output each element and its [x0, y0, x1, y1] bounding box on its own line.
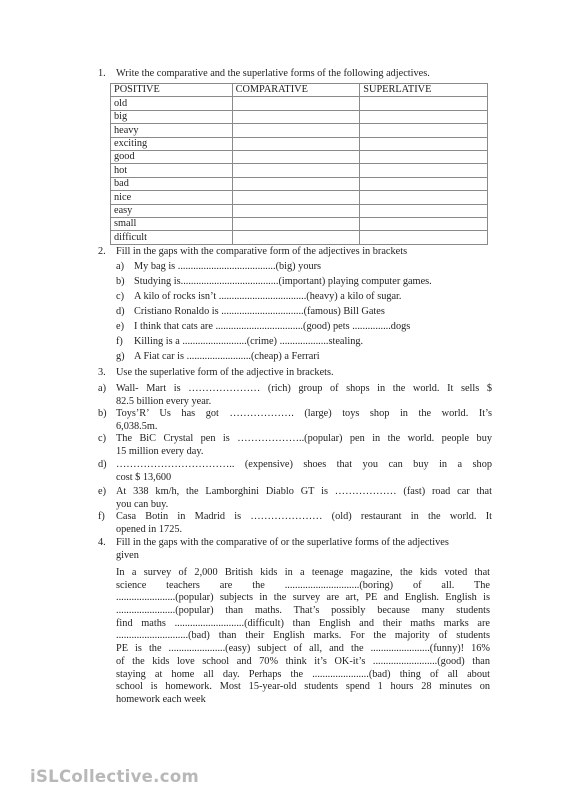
item-label: d) [116, 306, 125, 317]
item-text-line-2: you can buy. [116, 498, 169, 510]
item-text: Cristiano Ronaldo is ................................(famous) Bill Gates [134, 306, 385, 317]
item-text: My bag is ......................................(big) yours [134, 261, 322, 272]
table-row [111, 150, 488, 163]
item-label: d) [98, 459, 107, 470]
positive-cell: bad [111, 177, 233, 190]
survey-paragraph [116, 567, 490, 707]
item-text: Studying is......................................(important) playing computer games. [134, 276, 432, 287]
superlative-cell [360, 204, 488, 217]
item-text-line-1: Toys’R’ Us has got ………………. (large) toys shop in the world. It’s [116, 408, 492, 419]
paragraph-line: .......................(popular) subjects in the survey are art, PE and English. English is [116, 592, 490, 604]
positive-cell: difficult [111, 231, 233, 244]
comparative-cell [232, 231, 360, 244]
item-text-line-1: Casa Botin in Madrid is ………………… (old) restaurant in the world. It [116, 511, 492, 522]
paragraph-line: science teachers are the .............................(boring) of all. The [116, 579, 490, 591]
table-row [111, 124, 488, 137]
section-2-number: 2. [98, 246, 106, 257]
item-label: a) [116, 261, 124, 272]
header-comparative: COMPARATIVE [232, 84, 360, 97]
section-4-instruction-line-2: given [116, 550, 139, 561]
comparative-cell [232, 164, 360, 177]
positive-cell: nice [111, 191, 233, 204]
comparative-cell [232, 177, 360, 190]
item-text: I think that cats are ..................................(good) pets ...............dogs [134, 321, 411, 332]
section-4-instruction-line-1: Fill in the gaps with the comparative of or the superlative forms of the adjectives [116, 537, 449, 548]
item-text-line-1: …………………………….. (expensive) shoes that you can buy in a shop [116, 459, 492, 470]
item-label: a) [98, 383, 106, 394]
item-text-line-1: At 338 km/h, the Lamborghini Diablo GT is ……………… (fast) road car that [116, 486, 492, 497]
table-row [111, 191, 488, 204]
item-label: b) [98, 408, 107, 419]
item-text-line-2: 15 million every day. [116, 445, 204, 457]
section-1-instruction: Write the comparative and the superlative forms of the following adjectives. [116, 68, 430, 79]
paragraph-line: PE is the ......................(easy) subject of all, and the .......................(funny)! 16% [116, 643, 490, 655]
comparative-cell [232, 124, 360, 137]
paragraph-line: homework each week [116, 693, 206, 705]
table-row [111, 204, 488, 217]
section-3-number: 3. [98, 367, 106, 378]
section-1-number: 1. [98, 68, 106, 79]
paragraph-line: .......................(popular) than maths. That’s possibly because many students [116, 605, 490, 617]
comparative-cell [232, 137, 360, 150]
item-label: c) [98, 433, 106, 444]
superlative-cell [360, 231, 488, 244]
adjectives-table [110, 83, 488, 245]
superlative-cell [360, 97, 488, 110]
positive-cell: big [111, 110, 233, 123]
paragraph-line: of the kids love school and 70% think it’s OK-it’s .........................(good) than [116, 655, 490, 667]
paragraph-line: ............................(bad) than their English marks. For the majority of students [116, 630, 490, 642]
section-2-instruction: Fill in the gaps with the comparative form of the adjectives in brackets [116, 246, 408, 257]
item-text: Killing is a .........................(crime) ...................stealing. [134, 336, 364, 347]
section-3-instruction: Use the superlative form of the adjective in brackets. [116, 367, 334, 378]
islcollective-logo: iSLCollective.com [30, 767, 199, 786]
item-text: A kilo of rocks isn’t ..................................(heavy) a kilo of sugar. [134, 291, 402, 302]
item-text-line-1: The BiC Crystal pen is ………………..(popular) pen in the world. people buy [116, 433, 492, 444]
paragraph-line: staying at home all day. Perhaps the ......................(bad) thing of all about [116, 668, 490, 680]
item-label: f) [98, 511, 105, 522]
table-row [111, 231, 488, 244]
superlative-cell [360, 150, 488, 163]
header-superlative: SUPERLATIVE [360, 84, 488, 97]
superlative-cell [360, 164, 488, 177]
table-row [111, 97, 488, 110]
table-row [111, 177, 488, 190]
positive-cell: hot [111, 164, 233, 177]
comparative-cell [232, 110, 360, 123]
table-row [111, 137, 488, 150]
item-text: A Fiat car is .........................(cheap) a Ferrari [134, 351, 320, 362]
comparative-cell [232, 204, 360, 217]
positive-cell: heavy [111, 124, 233, 137]
table-header-row [111, 84, 488, 97]
comparative-cell [232, 191, 360, 204]
item-label: c) [116, 291, 124, 302]
superlative-cell [360, 177, 488, 190]
table-row [111, 217, 488, 230]
item-label: g) [116, 351, 125, 362]
item-label: f) [116, 336, 123, 347]
header-positive: POSITIVE [111, 84, 233, 97]
paragraph-line: find maths ...........................(difficult) than English and their maths marks are [116, 617, 490, 629]
table-row [111, 164, 488, 177]
superlative-cell [360, 124, 488, 137]
paragraph-line: school is homework. Most 15-year-old students spend 1 hours 28 minutes on [116, 681, 490, 693]
item-label: e) [116, 321, 124, 332]
item-text-line-2: cost $ 13,600 [116, 471, 172, 483]
item-label: e) [98, 486, 106, 497]
table-row [111, 110, 488, 123]
superlative-cell [360, 137, 488, 150]
paragraph-line: In a survey of 2,000 British kids in a teenage magazine, the kids voted that [116, 567, 490, 578]
superlative-cell [360, 191, 488, 204]
item-text-line-2: 6,038.5m. [116, 420, 158, 432]
positive-cell: easy [111, 204, 233, 217]
positive-cell: small [111, 217, 233, 230]
comparative-cell [232, 97, 360, 110]
superlative-cell [360, 217, 488, 230]
section-4-number: 4. [98, 537, 106, 548]
comparative-cell [232, 150, 360, 163]
item-label: b) [116, 276, 125, 287]
item-text-line-2: 82.5 billion every year. [116, 395, 212, 407]
comparative-cell [232, 217, 360, 230]
item-text-line-1: Wall- Mart is ………………… (rich) group of shops in the world. It sells $ [116, 383, 492, 394]
positive-cell: good [111, 150, 233, 163]
superlative-cell [360, 110, 488, 123]
positive-cell: old [111, 97, 233, 110]
positive-cell: exciting [111, 137, 233, 150]
item-text-line-2: opened in 1725. [116, 523, 183, 535]
